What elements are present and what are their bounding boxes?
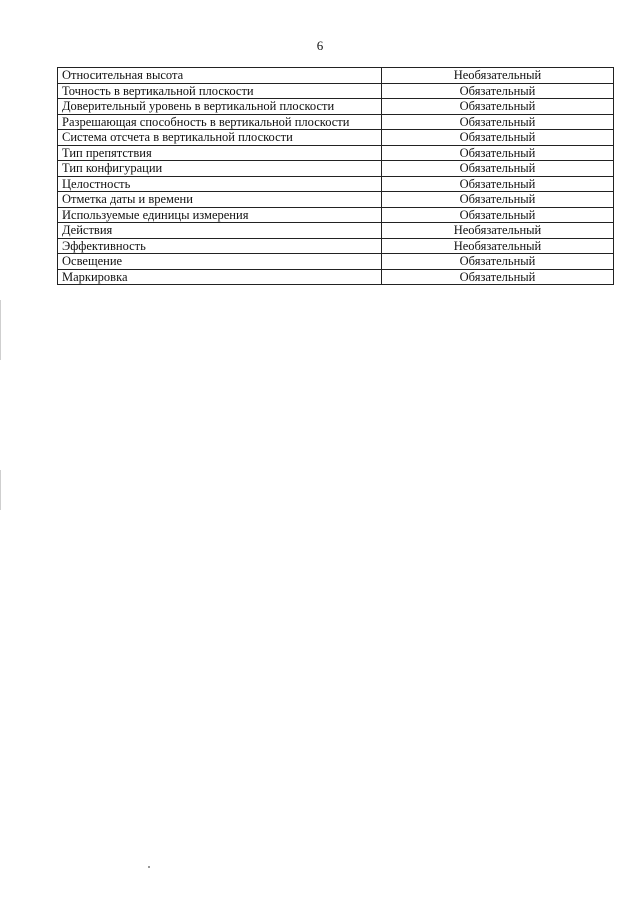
- requirement-status-cell: Необязательный: [382, 68, 614, 84]
- scan-edge-mark: [0, 300, 1, 360]
- requirement-status-cell: Обязательный: [382, 254, 614, 270]
- requirement-status-cell: Обязательный: [382, 269, 614, 285]
- table-body: [58, 68, 614, 285]
- element-name-cell: Доверительный уровень в вертикальной плоскости: [58, 99, 382, 115]
- requirement-status-cell: Необязательный: [382, 238, 614, 254]
- table-row: [58, 114, 614, 130]
- requirement-status-cell: Обязательный: [382, 83, 614, 99]
- requirement-status-cell: Необязательный: [382, 223, 614, 239]
- page-number: 6: [316, 38, 324, 53]
- element-name-cell: Относительная высота: [58, 68, 382, 84]
- table-row: [58, 207, 614, 223]
- element-name-cell: Отметка даты и времени: [58, 192, 382, 208]
- table-row: [58, 161, 614, 177]
- table-row: [58, 83, 614, 99]
- requirement-status-cell: Обязательный: [382, 114, 614, 130]
- table-row: [58, 192, 614, 208]
- table-row: [58, 176, 614, 192]
- element-name-cell: Разрешающая способность в вертикальной плоскости: [58, 114, 382, 130]
- table-row: [58, 99, 614, 115]
- element-name-cell: Точность в вертикальной плоскости: [58, 83, 382, 99]
- element-name-cell: Эффективность: [58, 238, 382, 254]
- table-row: [58, 145, 614, 161]
- attributes-table: [57, 67, 614, 285]
- table-row: [58, 238, 614, 254]
- requirement-status-cell: Обязательный: [382, 192, 614, 208]
- element-name-cell: Освещение: [58, 254, 382, 270]
- requirement-status-cell: Обязательный: [382, 207, 614, 223]
- element-name-cell: Тип препятствия: [58, 145, 382, 161]
- requirement-status-cell: Обязательный: [382, 145, 614, 161]
- element-name-cell: Тип конфигурации: [58, 161, 382, 177]
- element-name-cell: Целостность: [58, 176, 382, 192]
- table-row: [58, 68, 614, 84]
- table-row: [58, 254, 614, 270]
- requirement-status-cell: Обязательный: [382, 176, 614, 192]
- requirement-status-cell: Обязательный: [382, 130, 614, 146]
- table-row: [58, 223, 614, 239]
- requirement-status-cell: Обязательный: [382, 99, 614, 115]
- element-name-cell: Маркировка: [58, 269, 382, 285]
- table-row: [58, 269, 614, 285]
- scan-edge-mark: [0, 470, 1, 510]
- requirement-status-cell: Обязательный: [382, 161, 614, 177]
- element-name-cell: Используемые единицы измерения: [58, 207, 382, 223]
- element-name-cell: Система отсчета в вертикальной плоскости: [58, 130, 382, 146]
- element-name-cell: Действия: [58, 223, 382, 239]
- table-row: [58, 130, 614, 146]
- scan-speck: [148, 866, 150, 868]
